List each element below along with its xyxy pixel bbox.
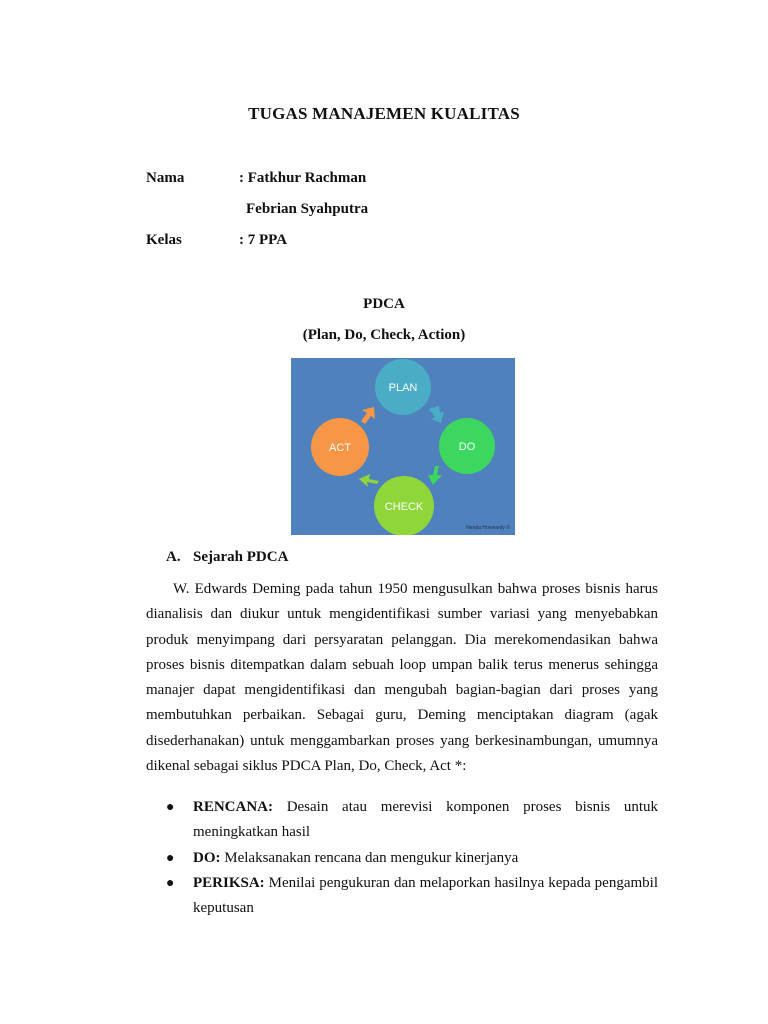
act-label: ACT [329,442,351,454]
document-title: TUGAS MANAJEMEN KUALITAS [248,104,520,123]
list-item [166,795,658,846]
pdca-bullet-list [166,795,658,921]
section-letter: A. [166,549,181,565]
plan-label: PLAN [388,382,418,394]
class-label: Kelas [146,232,182,248]
list-item-term: DO: [193,849,221,866]
section-paragraph: W. Edwards Deming pada tahun 1950 mengusulkan bahwa proses bisnis harus dianalisis dan diukur untuk mengidentifikasi sumber variasi yang menyebabkan produk menyimpang dari persyaratan pelanggan. Dia merekomendasikan bahwa proses bisnis ditempatkan dalam sebuah loop umpan balik terus menerus sehingga manajer dapat mengidentifikasi dan mengubah bagian-bagian dari proses yang membutuhkan perbaikan. Sebagai guru, Deming menciptakan diagram (agak disederhanakan) untuk menggambarkan proses yang berkesinambungan, umumnya dikenal sebagai siklus PDCA Plan, Do, Check, Act *: [146,581,658,775]
bullet-icon: ● [166,850,175,866]
class-value: : 7 PPA [239,232,288,248]
name-value-2: Febrian Syahputra [246,201,369,217]
list-item-text: Desain atau merevisi komponen proses bisnis untuk meningkatkan hasil [193,799,658,841]
section-heading [166,549,288,566]
pdca-heading: PDCA [363,296,405,312]
pdca-cycle-diagram [291,358,515,535]
list-item-term: RENCANA: [193,799,273,815]
check-label: CHECK [384,501,424,513]
bullet-icon: ● [166,800,175,815]
list-item-text: Melaksanakan rencana dan mengukur kinerjanya [220,849,519,866]
list-item [166,871,658,922]
list-item-text: Menilai pengukuran dan melaporkan hasilnya kepada pengambil keputusan [193,874,658,917]
do-label: DO [458,441,476,453]
list-item [166,846,658,871]
name-label: Nama [146,170,185,186]
list-item-term: PERIKSA: [193,874,265,891]
bullet-icon: ● [166,875,175,891]
diagram-watermark: Nenda Hoewardy © [466,525,510,531]
pdca-diagram-svg [291,358,515,535]
section-title: Sejarah PDCA [193,549,289,565]
name-value-1: : Fatkhur Rachman [239,170,367,186]
pdca-subheading: (Plan, Do, Check, Action) [302,327,466,343]
